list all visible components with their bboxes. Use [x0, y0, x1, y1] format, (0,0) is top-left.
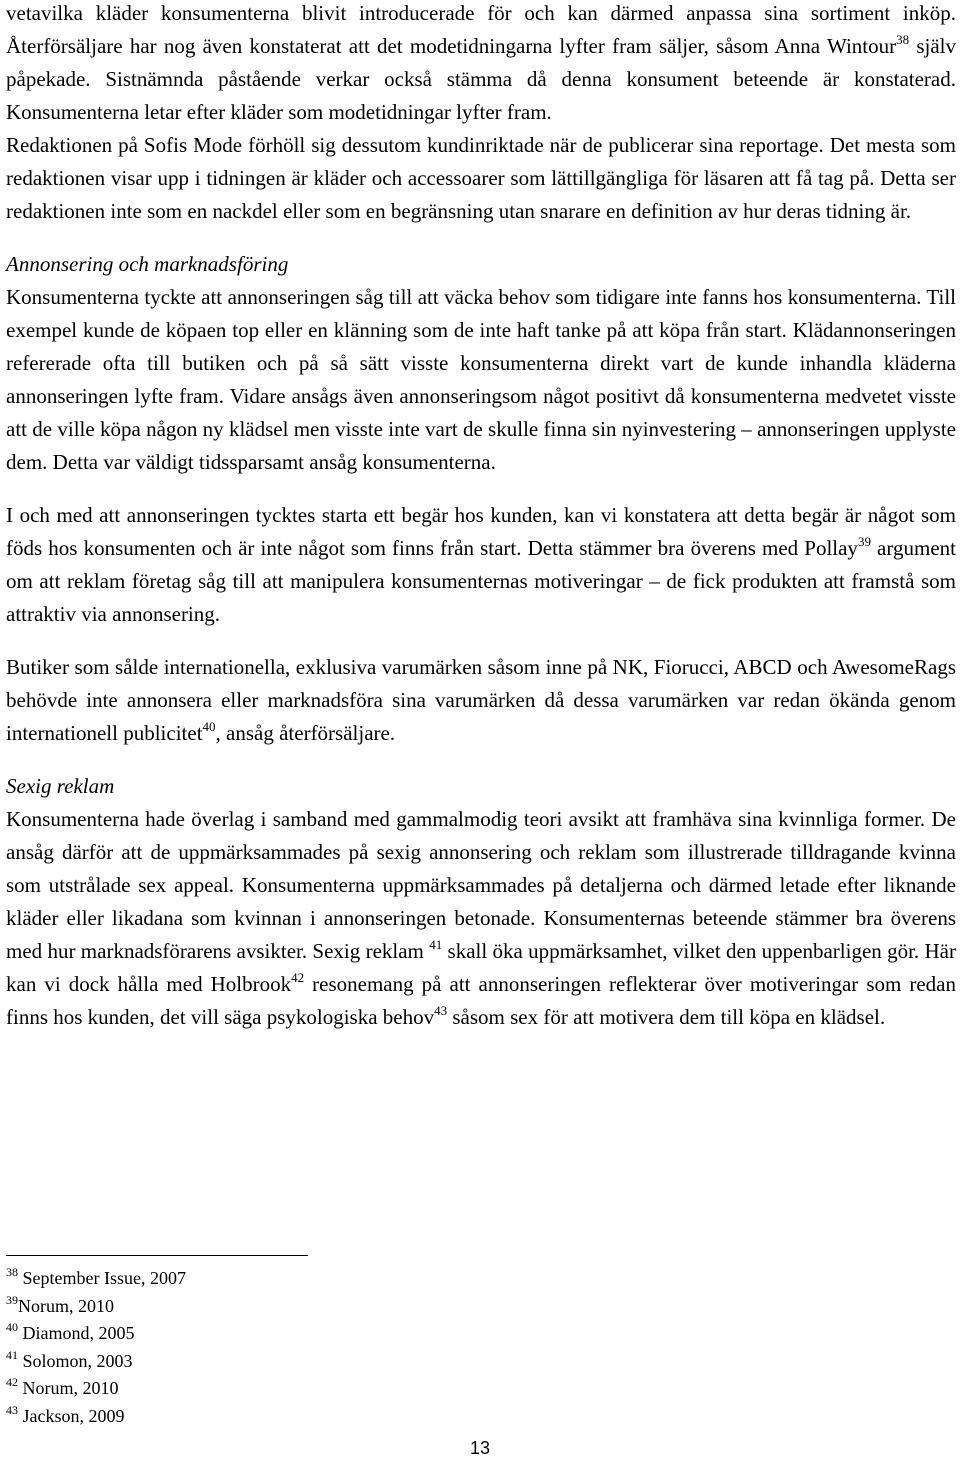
footnote-text: Jackson, 2009	[18, 1405, 125, 1426]
footnote-text: September Issue, 2007	[18, 1268, 186, 1288]
paragraph-sexig-text-b: skall öka uppmärksamhet, vilket den uppenbarligen gör. Här kan vi dock hålla med Holbrook	[6, 939, 956, 996]
paragraph-annonsering: Konsumenterna tyckte att annonseringen såg till att väcka behov som tidigare inte fanns hos konsumenterna. Till exempel kunde de köpaen top eller en klänning som de inte haft tanke på att köpa från start. Klädannonseringen refererade ofta till butiken och på så sätt visste konsumenterna direkt vart de kunde inhandla kläderna annonseringen lyfte fram. Vidare ansågs även annonseringsom något positivt då konsumenterna medvetet visste att de ville köpa någon ny klädsel men visste inte vart de skulle finna sin nyinvestering – annonseringen upplyste dem. Detta var väldigt tidssparsamt ansåg konsumenterna.	[6, 285, 956, 474]
paragraph-sexig-text-d: såsom sex för att motivera dem till köpa en klädsel.	[447, 1005, 886, 1029]
paragraph-begar-text-b: argument om att reklam företag såg till att manipulera konsumenternas motiveringar – de fick produkten att framstå som attraktiv via annonsering.	[6, 536, 956, 626]
paragraph-intro	[6, 0, 956, 129]
paragraph-butiker-text-a: Butiker som sålde internationella, exklusiva varumärken såsom inne på NK, Fiorucci, ABCD och AwesomeRags behövde inte annonsera eller marknadsföra sina varumärken då dessa varumärken var redan ökända genom internationell publicitet	[6, 655, 956, 745]
section-heading-sexig-reklam: Sexig reklam	[6, 774, 115, 798]
footnote-number: 41	[6, 1347, 18, 1362]
footnote-ref-43: 43	[434, 1003, 448, 1018]
footnote-number: 38	[6, 1265, 18, 1279]
section-heading-annonsering: Annonsering och marknadsföring	[6, 252, 289, 276]
footnote-text: Norum, 2010	[18, 1378, 119, 1398]
footnote-number: 43	[6, 1402, 18, 1417]
document-page	[6, 0, 956, 1034]
page-number: 13	[469, 1438, 491, 1458]
paragraph-sexig-text-c: resonemang på att annonseringen reflekterar över motiveringar som redan finns hos kunden, det vill säga psykologiska behov	[6, 972, 956, 1029]
footnote-item	[6, 1320, 186, 1348]
paragraph-begar	[6, 499, 956, 631]
paragraph-intro-text-b: själv påpekade. Sistnämnda påstående verkar också stämma då denna konsument beteende är konstaterad. Konsumenterna letar efter kläder som modetidningar lyfter fram.	[6, 34, 956, 124]
paragraph-redaktionen: Redaktionen på Sofis Mode förhöll sig dessutom kundinriktade när de publicerar sina reportage. Det mesta som redaktionen visar upp i tidningen är kläder och accessoarer som lättillgängliga för läsaren att få tag på. Detta ser redaktionen inte som en nackdel eller som en begränsning utan snarare en definition av hur deras tidning är.	[6, 133, 956, 223]
footnote-ref-39: 39	[857, 534, 871, 549]
footnote-ref-42: 42	[291, 970, 305, 985]
footnotes	[6, 1265, 186, 1430]
footnote-number: 39	[6, 1292, 18, 1307]
footnote-ref-40: 40	[202, 719, 216, 734]
footnote-item	[6, 1375, 186, 1403]
footnote-number: 42	[6, 1375, 18, 1389]
footnote-item	[6, 1265, 186, 1293]
footnote-text: Solomon, 2003	[18, 1350, 133, 1371]
footnote-item	[6, 1348, 186, 1376]
footnote-ref-38: 38	[896, 32, 910, 47]
footnote-divider	[6, 1255, 308, 1256]
paragraph-butiker	[6, 651, 956, 750]
paragraph-intro-text-a: vetavilka kläder konsumenterna blivit introducerade för och kan därmed anpassa sina sortiment inköp. Återförsäljare har nog även konstaterat att det modetidningarna lyfter fram säljer, såsom Anna Wintour	[6, 1, 956, 58]
footnote-text: Norum, 2010	[18, 1295, 114, 1316]
footnote-text: Diamond, 2005	[18, 1323, 135, 1343]
footnote-item	[6, 1403, 186, 1431]
paragraph-butiker-text-b: , ansåg återförsäljare.	[215, 721, 396, 745]
paragraph-sexig-reklam	[6, 803, 956, 1034]
paragraph-begar-text-a: I och med att annonseringen tycktes starta ett begär hos kunden, kan vi konstatera att detta begär är något som föds hos konsumenten och är inte något som finns från start. Detta stämmer bra överens med Pollay	[6, 503, 956, 560]
footnote-item	[6, 1293, 186, 1321]
paragraph-sexig-text-a: Konsumenterna hade överlag i samband med gammalmodig teori avsikt att framhäva sina kvinnliga former. De ansåg därför att de uppmärksammades på sexig annonsering och reklam som illustrerade tilldragande kvinna som utstrålade sex appeal. Konsumenterna uppmärksammades på detaljerna och därmed letade efter liknande kläder eller likadana som kvinnan i annonseringen betonade. Konsumenternas beteende stämmer bra överens med hur marknadsförarens avsikter. Sexig reklam	[6, 807, 956, 963]
footnote-ref-41: 41	[429, 937, 443, 952]
footnote-number: 40	[6, 1320, 18, 1334]
